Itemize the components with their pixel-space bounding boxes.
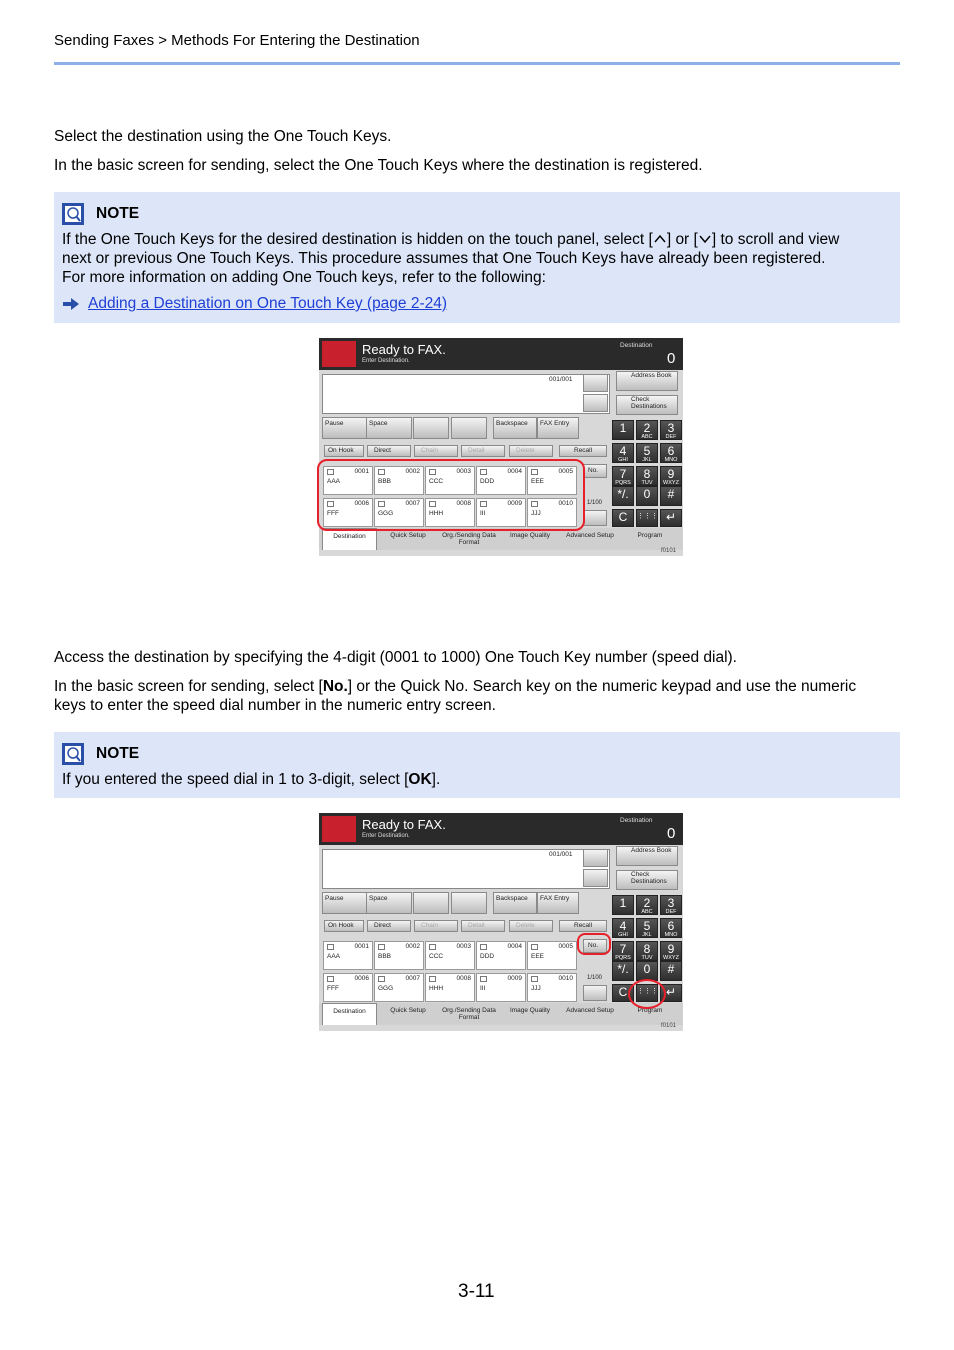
one-touch-key[interactable]: 0002 BBB [374,466,424,495]
breadcrumb: Sending Faxes > Methods For Entering the Destination [54,32,420,49]
note-icon [62,203,84,225]
keypad-key[interactable]: 2 ABC [636,895,658,915]
note-title: NOTE [96,745,140,762]
tab-org-sending[interactable]: Org./Sending Data Format [442,1007,496,1021]
tab-image-quality[interactable]: Image Quality [509,1007,551,1014]
fax-icon [322,341,356,367]
one-touch-key[interactable]: 0001 AAA [323,466,373,495]
chain-button[interactable]: Chain [414,920,458,932]
reference-link-row [62,295,447,313]
one-touch-key[interactable]: 0005 EEE [527,466,577,495]
tab-destination[interactable]: Destination [322,1003,377,1025]
page-number: 3-11 [458,1281,495,1302]
page-counter: 001/001 [549,851,573,858]
chain-button[interactable]: Chain [414,445,458,457]
detail-button[interactable]: Detail [461,445,505,457]
one-touch-key[interactable]: 0007 GGG [374,973,424,1002]
highlight-no-button [577,933,611,955]
keypad-key[interactable]: 9 WXYZ [660,941,682,961]
one-touch-key[interactable]: 0010 JJJ [527,498,577,527]
one-touch-key[interactable]: 0006 FFF [323,498,373,527]
one-touch-key[interactable]: 0005 EEE [527,941,577,970]
check-destinations-button[interactable]: Check Destinations [616,395,678,415]
figure-code: f0101 [661,548,677,554]
keypad-key[interactable]: */. [612,486,634,506]
space-button[interactable]: Space [366,892,412,914]
scroll-down-button[interactable] [583,394,608,412]
tab-quick-setup[interactable]: Quick Setup [390,532,426,539]
page-counter: 001/001 [549,376,573,383]
reference-link[interactable]: Adding a Destination on One Touch Key (page 2-24) [88,295,448,312]
quick-no-search-key[interactable]: ⋮⋮⋮ [636,509,658,527]
backspace-button[interactable]: Backspace [493,417,537,439]
recall-button[interactable]: Recall [559,445,607,457]
one-touch-key[interactable]: 0010 JJJ [527,973,577,1002]
delete-button[interactable]: Delete [509,920,553,932]
tab-program[interactable]: Program [637,532,663,539]
cursor-left-button[interactable] [413,417,449,439]
arrow-right-icon [62,298,80,310]
one-touch-key[interactable]: 0006 FFF [323,973,373,1002]
page-indicator: 1/100 [587,975,603,981]
keypad-key[interactable]: 9 WXYZ [660,466,682,486]
one-touch-key[interactable]: 0008 HHH [425,973,475,1002]
figure-code: f0101 [661,1023,677,1029]
keypad-key[interactable]: 7 PQRS [612,466,634,486]
page-indicator: 1/100 [587,500,603,506]
address-book-button[interactable]: Address Book [616,371,678,391]
chevron-up-icon [653,233,667,245]
on-hook-button[interactable]: On Hook [324,445,364,457]
tab-program[interactable]: Program [637,1007,663,1014]
one-touch-key[interactable]: 0009 III [476,498,526,527]
direct-button[interactable]: Direct [367,920,411,932]
keypad-key[interactable]: 6 MNO [660,918,682,938]
keypad-key[interactable]: 5 JKL [636,918,658,938]
fax-icon [322,816,356,842]
recall-button[interactable]: Recall [559,920,607,932]
note-text: If the One Touch Keys for the desired destination is hidden on the touch panel, select [ ] or [ ] to scroll and view next or previous One Touch Keys. This procedure assumes that One Touch Keys have already been registered. For more information on adding One Touch keys, refer to the following: [62,231,840,286]
pause-button[interactable]: Pause [322,892,370,914]
tab-destination[interactable]: Destination [322,528,377,550]
quick-no-search-key[interactable]: ⋮⋮⋮ [636,984,658,1002]
status-text: Ready to FAX. [362,342,446,357]
status-text: Ready to FAX. [362,817,446,832]
paragraph: In the basic screen for sending, select the One Touch Keys where the destination is registered. [54,157,703,174]
detail-button[interactable]: Detail [461,920,505,932]
cursor-right-button[interactable] [451,892,487,914]
destination-count: 0 [667,825,676,842]
keypad-key[interactable]: */. [612,961,634,981]
chevron-down-icon [698,233,712,245]
no-button[interactable]: No. [583,464,607,478]
tab-advanced-setup[interactable]: Advanced Setup [566,1007,614,1014]
keypad-key[interactable]: 1 [612,895,634,915]
tab-advanced-setup[interactable]: Advanced Setup [566,532,614,539]
one-touch-key[interactable]: 0009 III [476,973,526,1002]
page-down-button[interactable] [583,510,607,526]
pause-button[interactable]: Pause [322,417,370,439]
tab-quick-setup[interactable]: Quick Setup [390,1007,426,1014]
fax-icon [531,944,538,950]
destination-label: Destination [620,817,653,824]
no-button[interactable]: No. [583,939,607,953]
one-touch-key[interactable]: 0008 HHH [425,498,475,527]
scroll-down-button[interactable] [583,869,608,887]
fax-icon [327,944,334,950]
direct-button[interactable]: Direct [367,445,411,457]
one-touch-key[interactable]: 0007 GGG [374,498,424,527]
highlight-quick-no-search-key [628,979,666,1009]
status-subtext: Enter Destination. [362,833,410,839]
scroll-up-button[interactable] [583,849,608,867]
on-hook-button[interactable]: On Hook [324,920,364,932]
note-box [54,732,900,798]
one-touch-key[interactable]: 0004 DDD [476,941,526,970]
one-touch-key[interactable]: 0001 AAA [323,941,373,970]
fax-icon [480,944,487,950]
clear-key[interactable]: C [612,984,634,1002]
fax-entry-button[interactable]: FAX Entry [537,892,579,914]
check-destinations-button[interactable]: Check Destinations [616,870,678,890]
destination-label: Destination [620,342,653,349]
address-book-button[interactable]: Address Book [616,846,678,866]
keypad-key[interactable]: 6 MNO [660,443,682,463]
paragraph: Access the destination by specifying the 4-digit (0001 to 1000) One Touch Key number (speed dial). [54,649,737,666]
keypad-key[interactable]: 4 GHI [612,443,634,463]
keypad-key[interactable]: 3 DEF [660,895,682,915]
tab-image-quality[interactable]: Image Quality [509,532,551,539]
enter-key[interactable]: ↵ [660,984,682,1002]
tab-org-sending[interactable]: Org./Sending Data Format [442,532,496,546]
backspace-button[interactable]: Backspace [493,892,537,914]
destination-count: 0 [667,350,676,367]
page-down-button[interactable] [583,985,607,1001]
fax-icon [378,976,385,982]
keypad-key[interactable]: 8 TUV [636,941,658,961]
keypad-key[interactable]: 0 [636,961,658,981]
one-touch-key[interactable]: 0003 CCC [425,941,475,970]
keypad-key[interactable]: 5 JKL [636,443,658,463]
fax-icon [327,976,334,982]
keypad-key[interactable]: 3 DEF [660,420,682,440]
space-button[interactable]: Space [366,417,412,439]
fax-icon [531,976,538,982]
keypad-key[interactable]: 2 ABC [636,420,658,440]
highlight-one-touch-keys [317,459,585,531]
note-title: NOTE [96,205,140,222]
keypad-key[interactable]: 1 [612,420,634,440]
one-touch-key[interactable]: 0003 CCC [425,466,475,495]
cursor-left-button[interactable] [413,892,449,914]
scroll-up-button[interactable] [583,374,608,392]
paragraph: In the basic screen for sending, select [No.] or the Quick No. Search key on the numeric keypad and use the numeric keys to enter the speed dial number in the numeric entry screen. [54,678,857,714]
one-touch-key[interactable]: 0002 BBB [374,941,424,970]
fax-icon [429,976,436,982]
keypad-key[interactable]: # [660,486,682,506]
keypad-key[interactable]: 8 TUV [636,466,658,486]
paragraph: Select the destination using the One Touch Keys. [54,128,392,145]
fax-entry-button[interactable]: FAX Entry [537,417,579,439]
clear-key[interactable]: C [612,509,634,527]
keypad-key[interactable]: 7 PQRS [612,941,634,961]
delete-button[interactable]: Delete [509,445,553,457]
header-rule [54,62,900,65]
cursor-right-button[interactable] [451,417,487,439]
keypad-key[interactable]: 0 [636,486,658,506]
status-subtext: Enter Destination. [362,358,410,364]
note-box [54,192,900,323]
note-icon [62,743,84,765]
fax-icon [429,944,436,950]
touch-panel-screenshot [319,338,683,556]
touch-panel-screenshot [319,813,683,1031]
one-touch-key[interactable]: 0004 DDD [476,466,526,495]
fax-icon [480,976,487,982]
note-text: If you entered the speed dial in 1 to 3-digit, select [OK]. [62,771,441,788]
keypad-key[interactable]: 4 GHI [612,918,634,938]
enter-key[interactable]: ↵ [660,509,682,527]
fax-icon [378,944,385,950]
keypad-key[interactable]: # [660,961,682,981]
